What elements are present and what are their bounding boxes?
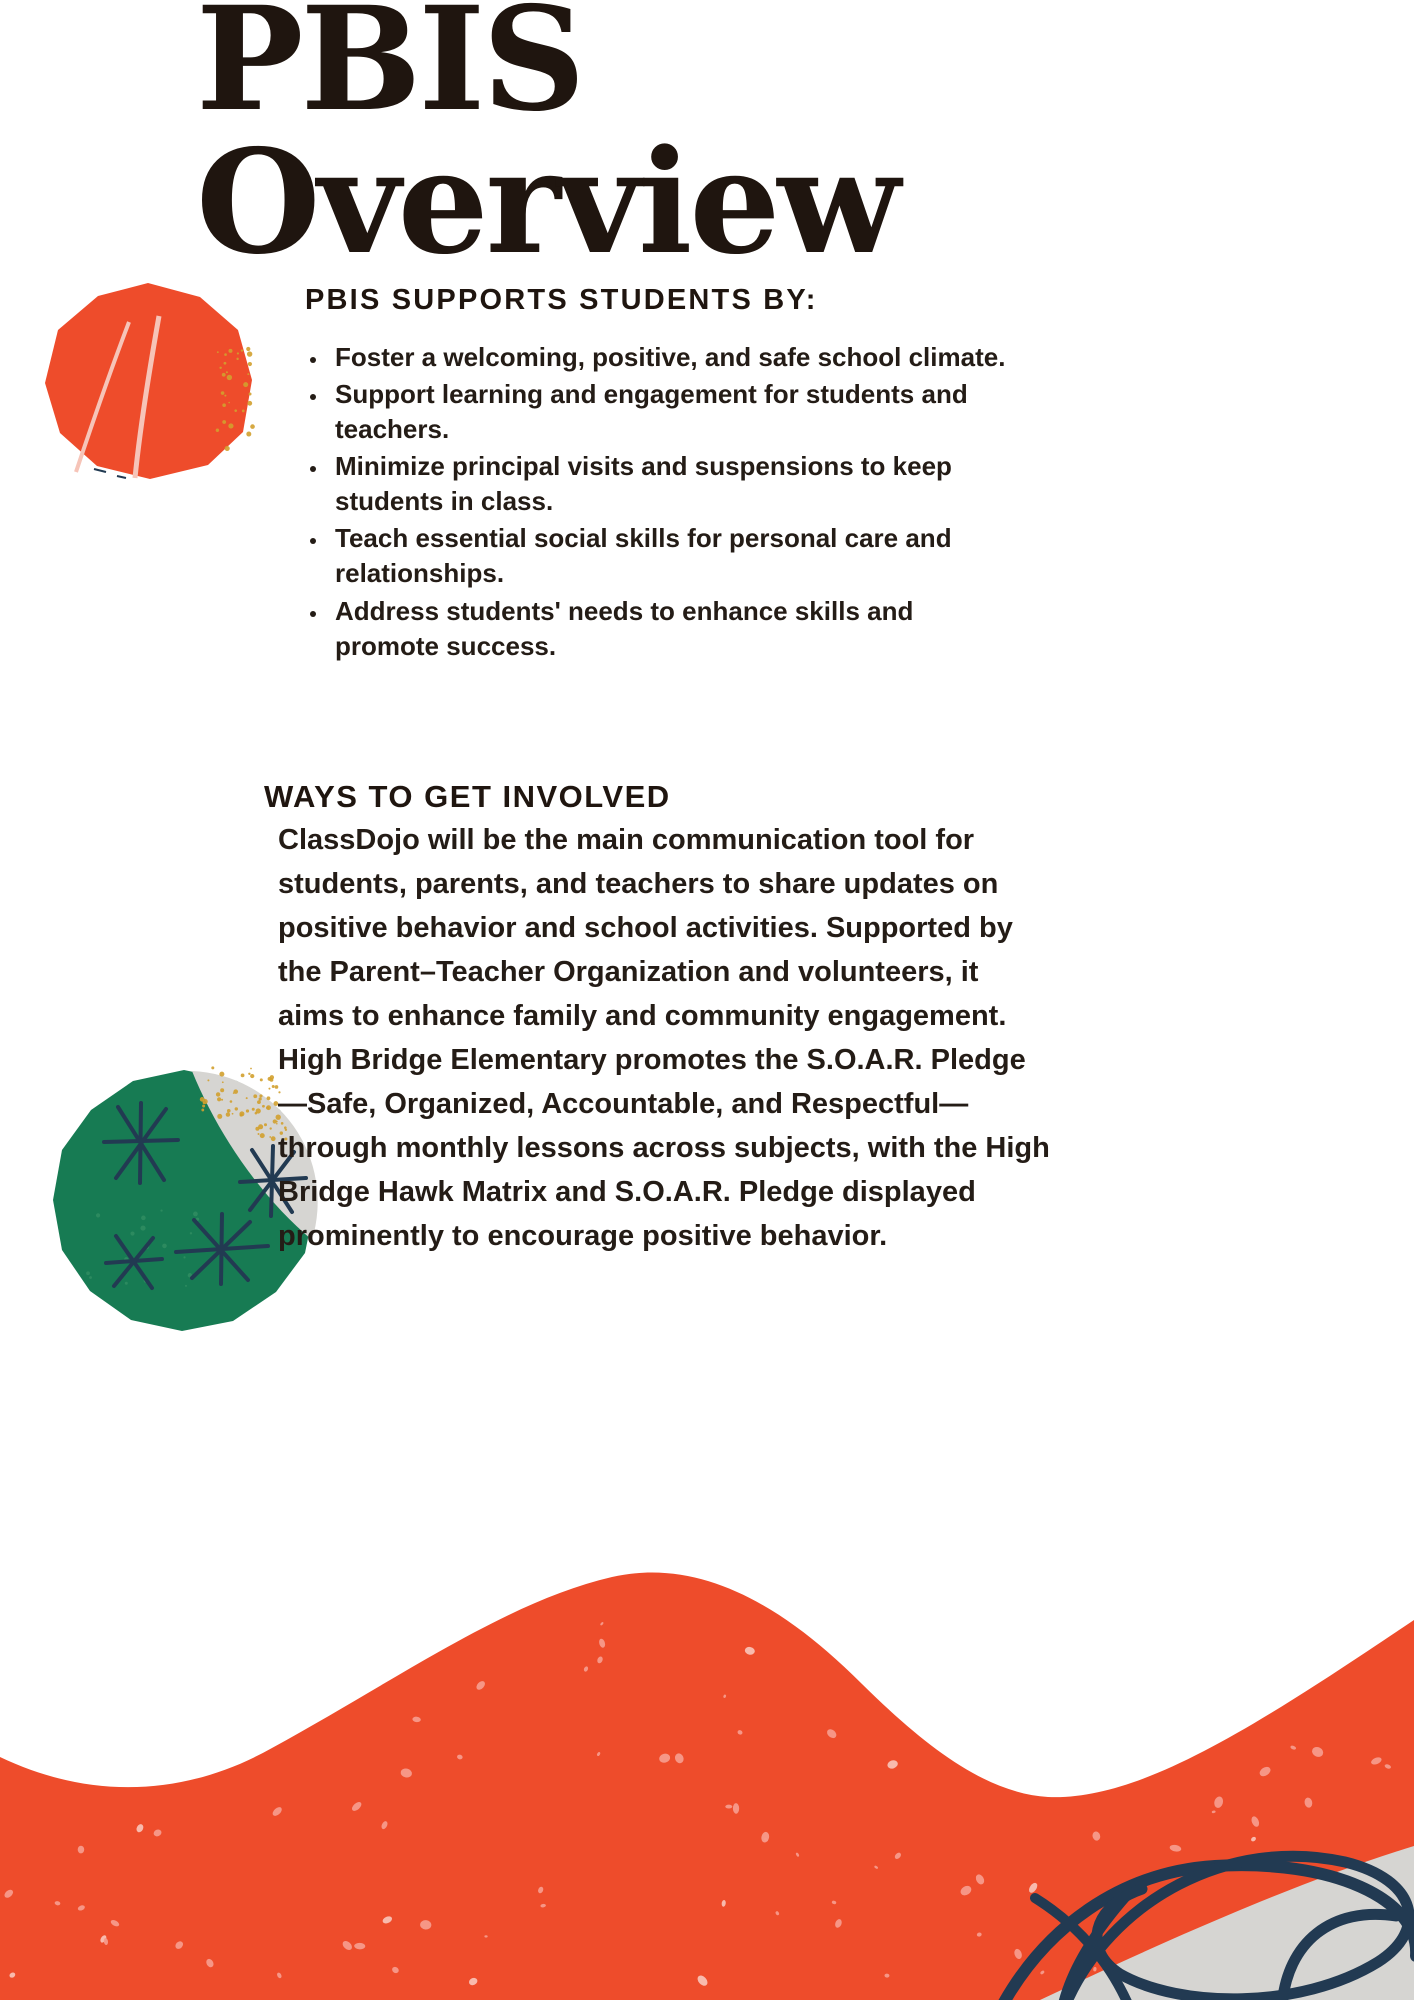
page-title — [196, 0, 898, 286]
supports-bullet-list — [309, 340, 1009, 664]
supports-heading: PBIS SUPPORTS STUDENTS BY: — [305, 284, 818, 316]
blob-dark-speck-1 — [94, 469, 106, 472]
bullet-item: • Address students' needs to enhance skills and promote success. — [329, 594, 1009, 664]
page-title-line2: Overview — [196, 118, 898, 286]
bullet-item: • Support learning and engagement for students and teachers. — [329, 377, 1009, 447]
involved-heading: WAYS TO GET INVOLVED — [264, 779, 671, 814]
orange-blob-illustration — [45, 283, 255, 479]
involved-paragraph: ClassDojo will be the main communication tool for students, parents, and teachers to share updates on positive behavior and school activities. Supported by the Parent–Teacher Organization and volunteers, it aims to enhance family and community engagement. High Bridge Elementary promotes the S.O.A.R. Pledge—Safe, Organized, Accountable, and Respectful—through monthly lessons across subjects, with the High Bridge Hawk Matrix and S.O.A.R. Pledge displayed prominently to encourage positive behavior. — [278, 824, 1050, 1253]
supports-section — [305, 285, 1015, 666]
bullet-item: • Teach essential social skills for personal care and relationships. — [329, 521, 1009, 591]
bottom-wave-illustration — [0, 1573, 1414, 2000]
blob-dark-speck-2 — [117, 476, 126, 478]
involved-section — [264, 780, 1064, 1258]
bullet-item: • Minimize principal visits and suspensions to keep students in class. — [329, 449, 1009, 519]
bullet-item: • Foster a welcoming, positive, and safe school climate. — [329, 340, 1009, 375]
page-title-line1: PBIS — [196, 0, 583, 143]
